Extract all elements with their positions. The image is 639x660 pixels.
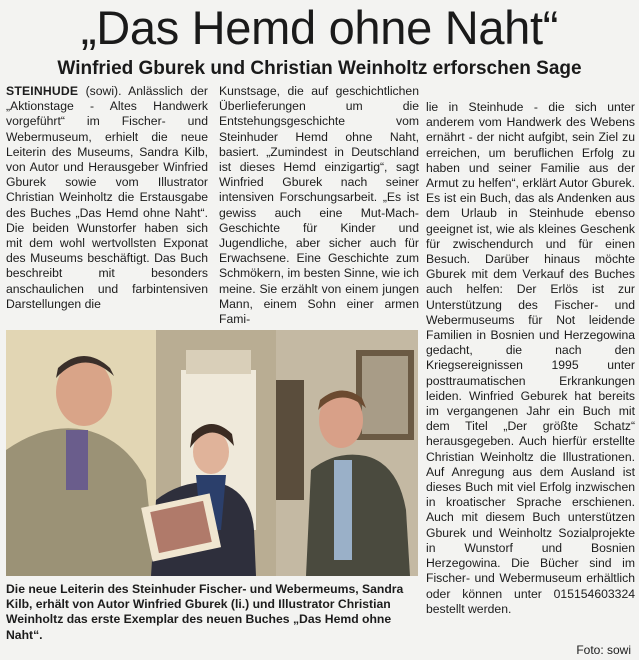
photo-caption: Die neue Leiterin des Steinhuder Fischer- und Webermeums, Sandra Kilb, erhält von Autor Winfried Gburek (li.) und Illustrator Christian Weinholtz das erste Exemplar des neuen Buches „Das Hemd ohne Naht“. <box>6 582 404 642</box>
photo-illustration <box>6 330 418 576</box>
article-column-1 <box>6 84 208 312</box>
column-2-text: Kunstsage, die auf geschichtlichen Überlieferungen um die Entstehungsgeschichte vom Steinhuder Hemd ohne Naht, basiert. „Zumindest in Deutschland ist dieses Hemd einzigartig“, sagt Winfried Gburek nach seiner intensiven Forschungsarbeit. „Es ist gewiss auch eine Mut-Mach-Geschichte für Kinder und Jugendliche, aber sicher auch für Erwachsene. Eine Geschichte zum Schmökern, im besten Sinne, wie ich meine. Sie erzählt von einem jungen Mann, einem Sohn einer armen Fami- <box>219 84 419 327</box>
dateline: STEINHUDE <box>6 84 79 98</box>
article-column-3 <box>426 100 635 617</box>
article-column-2 <box>219 84 419 327</box>
headline: „Das Hemd ohne Naht“ <box>80 1 559 54</box>
photo-credit: Foto: sowi <box>576 643 631 657</box>
subheadline: Winfried Gburek und Christian Weinholtz erforschen Sage <box>57 58 582 79</box>
column-3-text: lie in Steinhude - die sich unter anderem vom Handwerk des Webens ernährt - der nicht aufgibt, sein Ziel zu erreichen, um beruflichen Erfolg zu haben und seiner Familie aus der Armut zu helfen“, erklärt Autor Gburek. Es ist ein Buch, das als Andenken aus dem Urlaub in Steinhude ebenso geeignet ist, wie als kleines Geschenk für zwischendurch und für einen Besuch. Darüber hinaus möchte Gburek mit dem Verkauf des Buches auch helfen: Der Erlös ist zur Unterstützung des Fischer- und Webermuseums für Not leidende Familien in Bosnien und Herzegowina gedacht, die nach den Kriegsereignissen 1995 unter posttraumatischen Erkrankungen leiden. Winfried Geburek hat bereits im vergangenen Jahr ein Buch mit dem Titel „Der größte Schatz“ herausgegeben. Auch hierfür erstellte Christian Weinholtz die Illustrationen. Auf Anregung aus dem Ausland ist dieses Buch mit viel Erfolg inzwischen in kroatischer Sprache erschienen. Auch mit diesem Buch unterstützen Gburek und Weinholtz Sozialprojekte in Wunstorf und Bosnien Herzegowina. Die Bücher sind im Fischer- und Webermuseum erhältlich oder können unter 015154603324 bestellt werden. <box>426 100 635 616</box>
article-photo <box>6 330 418 576</box>
column-1-text: (sowi). Anlässlich der „Aktionstage - Altes Handwerk vorgeführt“ im Fischer- und Webermuseum, erhielt die neue Leiterin des Museums, Sandra Kilb, von Autor und Herausgeber Winfried Gburek sowie vom Illustrator Christian Weinholtz die Erstausgabe des Buches „Das Hemd ohne Naht“. Die beiden Wunstorfer haben sich mit dem wohl wertvollsten Exponat des Museums beschäftigt. Das Buch beschreibt mit besonders anschaulichen und farbintensiven Darstellungen die <box>6 84 208 311</box>
